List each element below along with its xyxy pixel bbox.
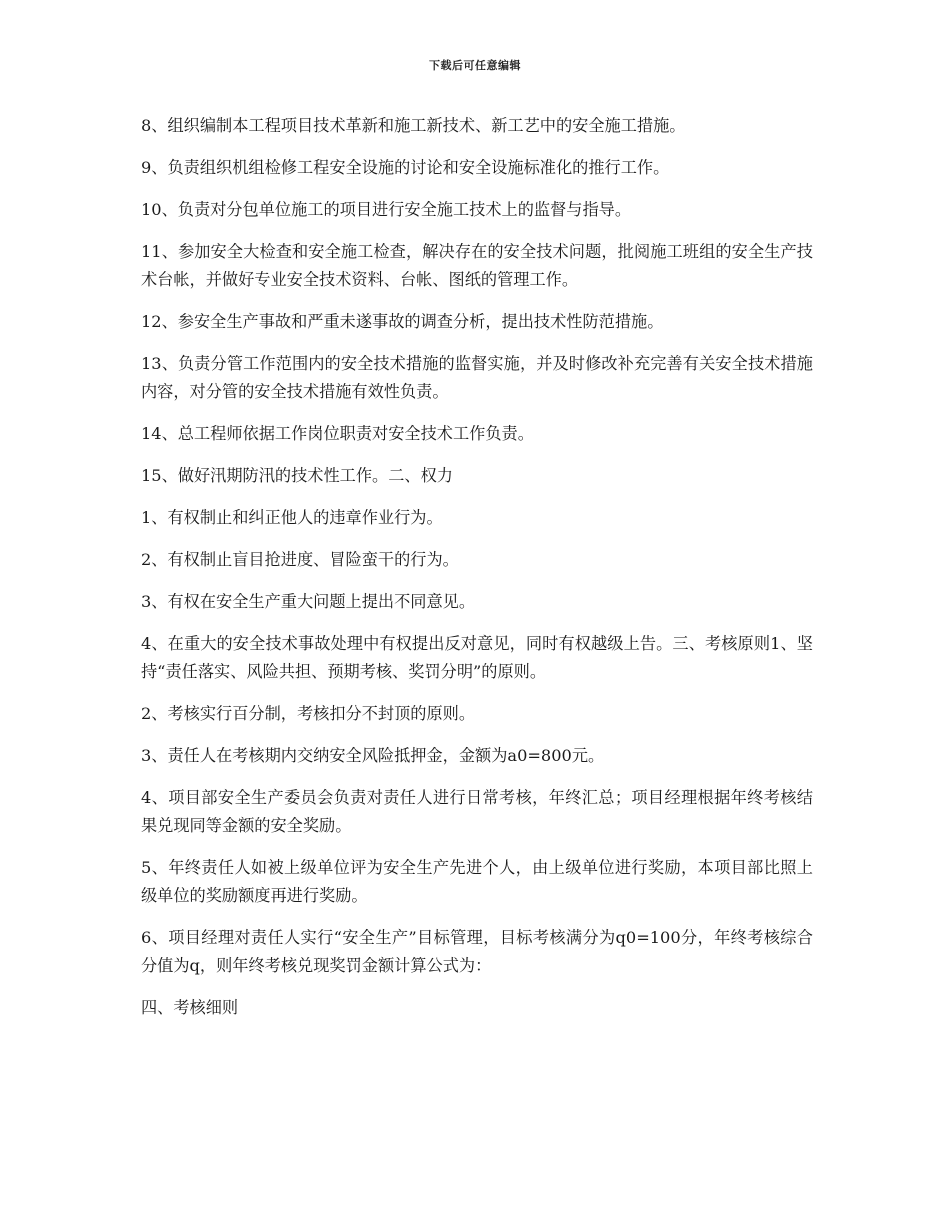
page-header: 下载后可任意编辑 [429, 59, 521, 72]
section-heading-rules: 四、考核细则 [141, 998, 239, 1017]
paragraph-15: 15、做好汛期防汛的技术性工作。二、权力 [141, 466, 453, 485]
paragraph-14: 14、总工程师依据工作岗位职责对安全技术工作负责。 [141, 424, 534, 443]
paragraph-assess-6: 6、项目经理对责任人实行“安全生产”目标管理，目标考核满分为q0=100分，年终考核综合分值为q，则年终考核兑现奖罚金额计算公式为： [141, 928, 813, 975]
paragraph-assess-5: 5、年终责任人如被上级单位评为安全生产先进个人，由上级单位进行奖励，本项目部比照上级单位的奖励额度再进行奖励。 [141, 858, 813, 905]
paragraph-power-1: 1、有权制止和纠正他人的违章作业行为。 [141, 508, 443, 527]
paragraph-12: 12、参安全生产事故和严重未遂事故的调查分析，提出技术性防范措施。 [141, 312, 664, 331]
paragraph-power-2: 2、有权制止盲目抢进度、冒险蛮干的行为。 [141, 550, 459, 569]
paragraph-power-4: 4、在重大的安全技术事故处理中有权提出反对意见，同时有权越级上告。三、考核原则1、坚持“责任落实、风险共担、预期考核、奖罚分明”的原则。 [141, 634, 813, 681]
paragraph-11: 11、参加安全大检查和安全施工检查，解决存在的安全技术问题，批阅施工班组的安全生产技术台帐，并做好专业安全技术资料、台帐、图纸的管理工作。 [141, 242, 813, 289]
paragraph-assess-2: 2、考核实行百分制，考核扣分不封顶的原则。 [141, 704, 476, 723]
paragraph-assess-3: 3、责任人在考核期内交纳安全风险抵押金，金额为a0=800元。 [141, 746, 605, 765]
paragraph-13: 13、负责分管工作范围内的安全技术措施的监督实施，并及时修改补充完善有关安全技术措施内容，对分管的安全技术措施有效性负责。 [141, 354, 813, 401]
paragraph-10: 10、负责对分包单位施工的项目进行安全施工技术上的监督与指导。 [141, 200, 632, 219]
paragraph-assess-4: 4、项目部安全生产委员会负责对责任人进行日常考核，年终汇总；项目经理根据年终考核结果兑现同等金额的安全奖励。 [141, 788, 813, 835]
document-body [141, 112, 813, 1036]
paragraph-8: 8、组织编制本工程项目技术革新和施工新技术、新工艺中的安全施工措施。 [141, 116, 686, 135]
paragraph-9: 9、负责组织机组检修工程安全设施的讨论和安全设施标准化的推行工作。 [141, 158, 670, 177]
paragraph-power-3: 3、有权在安全生产重大问题上提出不同意见。 [141, 592, 476, 611]
